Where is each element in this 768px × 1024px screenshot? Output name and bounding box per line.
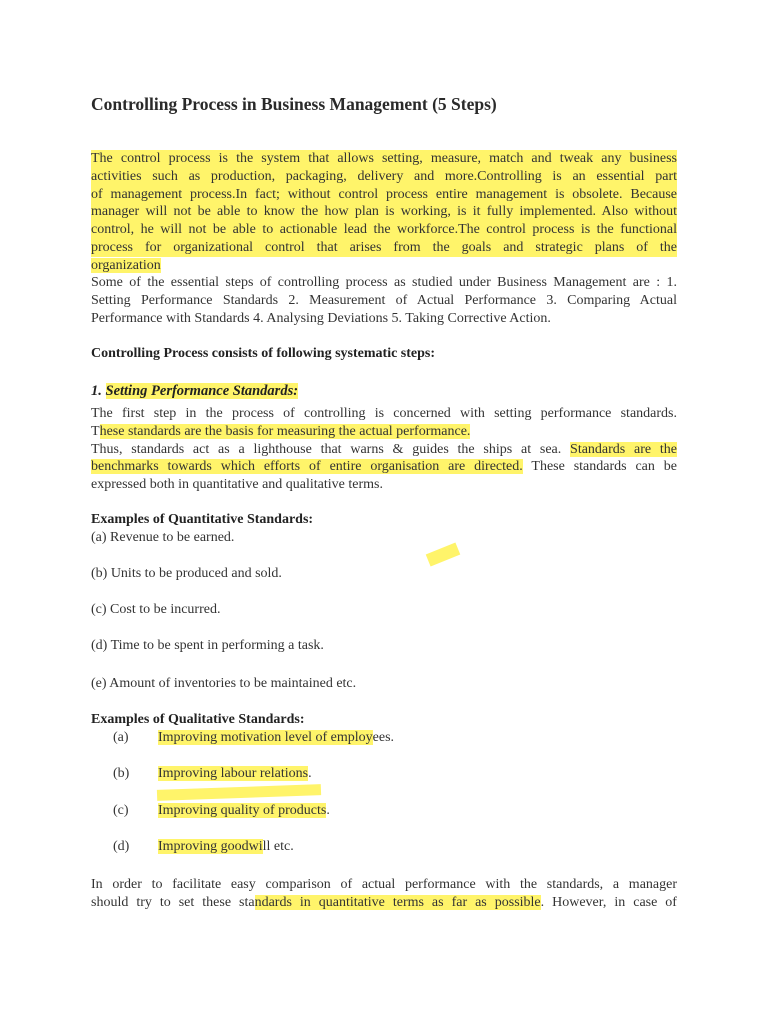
intro-paragraph	[91, 150, 677, 275]
qualitative-text: ll etc.	[262, 839, 294, 854]
quantitative-item: (d) Time to be spent in performing a task.	[91, 638, 324, 653]
intro-line: The control process is the system that allows setting, measure, match and tweak any business	[91, 151, 677, 166]
step1-title: Setting Performance Standards:	[105, 383, 299, 399]
step1-text: T	[91, 423, 100, 439]
highlighter-stroke	[157, 784, 321, 801]
qualitative-item	[158, 839, 294, 855]
intro-line	[91, 257, 677, 275]
qualitative-text: ees.	[372, 730, 395, 745]
page-title: Controlling Process in Business Management (5 Steps)	[91, 94, 497, 114]
step1-line: The first step in the process of controlling is concerned with setting performance standards.	[91, 406, 677, 421]
qualitative-text: .	[326, 803, 330, 818]
closing-paragraph	[91, 876, 677, 912]
step1-line: expressed both in quantitative and qualitative terms.	[91, 477, 383, 493]
quantitative-item: (b) Units to be produced and sold.	[91, 566, 282, 581]
qualitative-text: .	[308, 766, 312, 781]
quantitative-item: (a) Revenue to be earned.	[91, 530, 235, 545]
qualitative-highlight: Improving quality of products	[158, 803, 327, 818]
step1-line	[91, 441, 677, 459]
qualitative-heading: Examples of Qualitative Standards:	[91, 712, 305, 727]
qualitative-item-label: (d)	[113, 839, 130, 854]
quantitative-item: (e) Amount of inventories to be maintained etc.	[91, 676, 357, 691]
intro-line: process for organizational control that arises from the goals and strategic plans of the	[91, 239, 677, 255]
qualitative-item	[158, 766, 312, 782]
step1-text: Thus, standards act as a lighthouse that warns & guides the ships at sea.	[91, 441, 571, 457]
quantitative-heading: Examples of Quantitative Standards:	[91, 512, 314, 527]
closing-text: . However, in case of	[540, 894, 677, 910]
step1-line	[91, 423, 677, 441]
step1-highlight: Standards are the	[570, 441, 677, 457]
qualitative-item	[158, 803, 330, 819]
closing-highlight: ndards in quantitative terms as far as possible	[254, 894, 541, 910]
qualitative-item	[158, 730, 394, 746]
consists-heading: Controlling Process consists of following systematic steps:	[91, 346, 436, 361]
qualitative-item-label: (c)	[113, 803, 129, 818]
qualitative-highlight: Improving motivation level of employ	[158, 730, 373, 745]
closing-line: In order to facilitate easy comparison of actual performance with the standards, a manager	[91, 877, 677, 892]
step1-paragraph	[91, 405, 677, 494]
closing-text: should try to set these sta	[91, 894, 255, 910]
steps-paragraph	[91, 274, 677, 327]
closing-line	[91, 894, 677, 912]
qualitative-item-label: (a)	[113, 730, 129, 745]
quantitative-item: (c) Cost to be incurred.	[91, 602, 221, 617]
qualitative-item-label: (b)	[113, 766, 130, 781]
intro-last-word: organization	[91, 257, 161, 273]
step1-highlight: benchmarks towards which efforts of entire organisation are directed.	[91, 459, 523, 475]
highlighter-stroke	[426, 542, 461, 566]
qualitative-highlight: Improving labour relations	[158, 766, 309, 781]
step1-line	[91, 458, 677, 476]
intro-line: activities such as production, packaging, delivery and more.Controlling is an essential part	[91, 168, 677, 184]
step1-highlight: hese standards are the basis for measuring the actual performance.	[99, 423, 471, 439]
steps-line: Performance with Standards 4. Analysing Deviations 5. Taking Corrective Action.	[91, 310, 551, 326]
intro-line: control, he will not be able to actionable lead the workforce.The control process is the functional	[91, 222, 677, 238]
step1-heading	[91, 383, 298, 400]
intro-line: of management process.In fact; without control process entire management is obsolete. Because	[91, 186, 677, 202]
qualitative-highlight: Improving goodwi	[158, 839, 263, 854]
intro-line: manager will not be able to know the how plan is working, is it fully implemented. Also without	[91, 204, 677, 220]
steps-line: Setting Performance Standards 2. Measurement of Actual Performance 3. Comparing Actual	[91, 292, 677, 308]
step1-text: These standards can be	[522, 459, 677, 475]
step1-number: 1.	[91, 383, 106, 399]
steps-line: Some of the essential steps of controlling process as studied under Business Management are : 1.	[91, 275, 677, 290]
